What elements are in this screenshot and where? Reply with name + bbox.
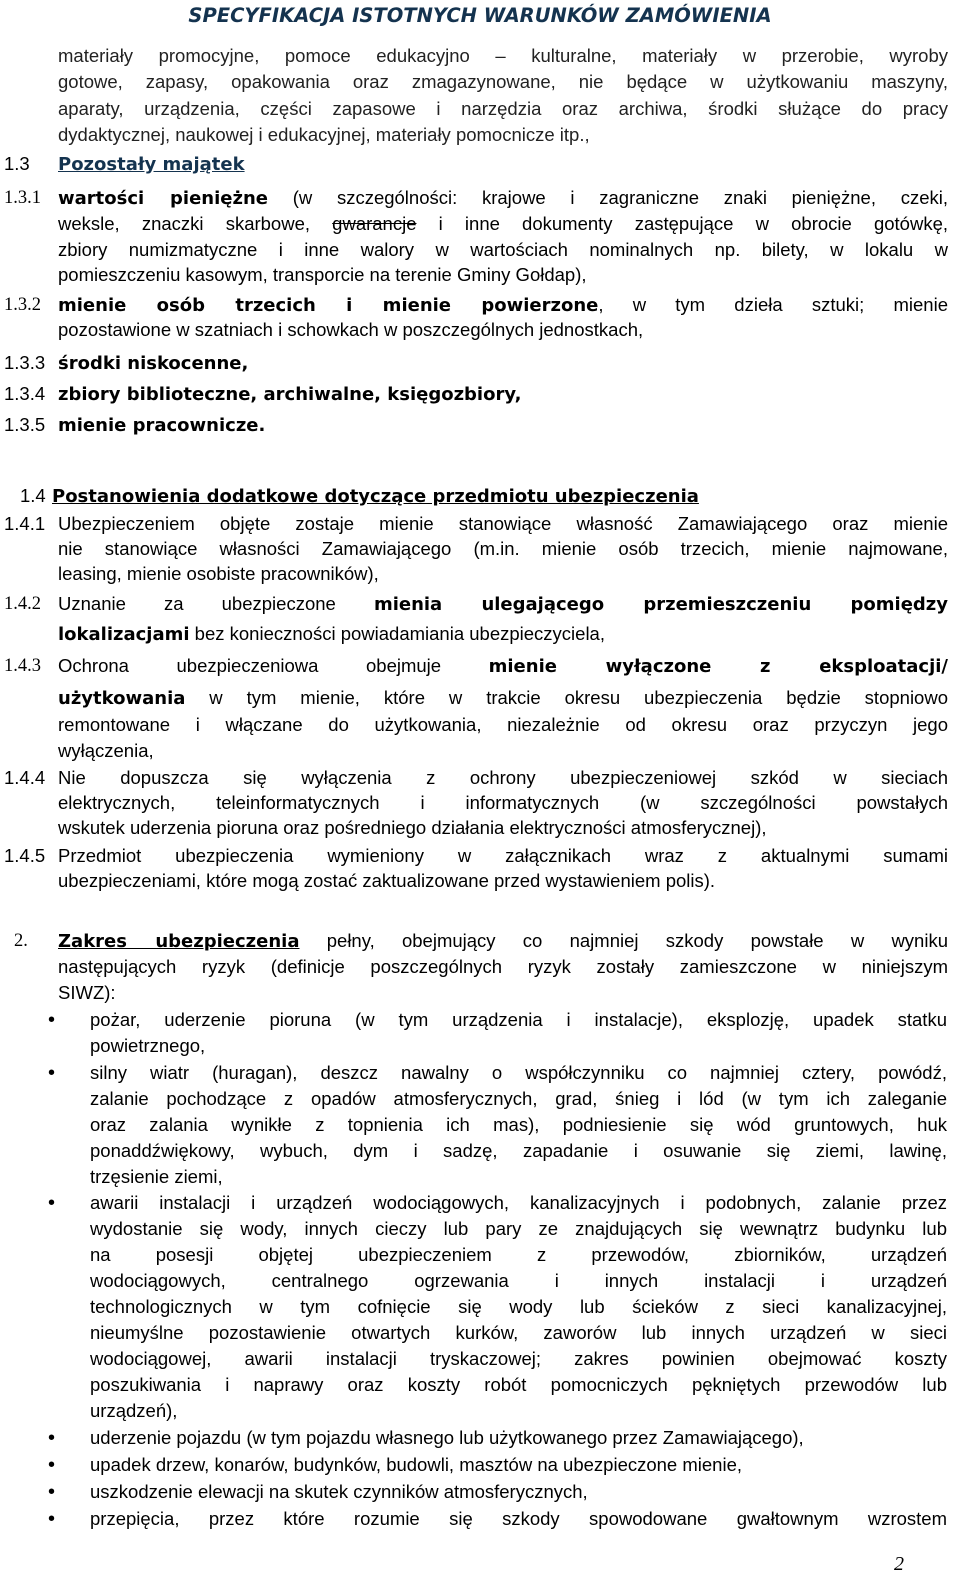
item-number: 1.3.3	[4, 352, 46, 373]
bullet-icon: •	[48, 1508, 56, 1530]
list-item-line: poszukiwania i naprawy oraz koszty robót pomocniczych pękniętych przewodów lub	[90, 1374, 947, 1395]
item-keyword: mienie pracownicze.	[58, 415, 266, 436]
item-text-line: mienie osób trzecich i mienie powierzone, w tym dzieła sztuki; mienie	[58, 294, 948, 316]
item-text-line: Ubezpieczeniem objęte zostaje mienie stanowiące własność Zamawiającego oraz mienie	[58, 513, 948, 534]
item-keyword: mienie wyłączone z eksploatacji/	[488, 656, 948, 677]
item-text-line: nie stanowiące własności Zamawiającego (m.in. mienie osób trzecich, mienie najmowane,	[58, 538, 948, 559]
section-title: Pozostały majątek	[58, 154, 245, 175]
item-keyword: środki niskocenne,	[58, 353, 249, 374]
item-keyword: użytkowania	[58, 688, 186, 709]
section-text-line: następujących ryzyk (definicje poszczególnych ryzyk zostały zamieszczone w niniejszym	[58, 956, 948, 977]
list-item-line: przepięcia, przez które rozumie się szkody spowodowane gwałtownym wzrostem	[90, 1508, 947, 1529]
item-number: 1.3.1	[4, 188, 41, 208]
item-keyword: mienia ulegającego przemieszczeniu pomiędzy	[373, 594, 948, 615]
bullet-icon: •	[48, 1427, 56, 1449]
item-number: 1.3.4	[4, 383, 46, 404]
item-text-line: Przedmiot ubezpieczenia wymieniony w załącznikach wraz z aktualnymi sumami	[58, 845, 948, 866]
item-text-line: Ochrona ubezpieczeniowa obejmuje mienie wyłączone z eksploatacji/	[58, 655, 948, 677]
item-keyword: wartości pieniężne	[58, 188, 268, 209]
item-text-line: Uznanie za ubezpieczone mienia ulegającego przemieszczeniu pomiędzy	[58, 593, 948, 615]
item-number: 1.4.1	[4, 513, 46, 534]
list-item-line: silny wiatr (huragan), deszcz nawalny o współczynniku co najmniej cztery, powódź,	[90, 1062, 947, 1083]
section-number: 2.	[14, 931, 28, 951]
list-item-line: technologicznych w tym cofnięcie się wody lub ścieków z sieci kanalizacyjnej,	[90, 1296, 947, 1317]
item-number: 1.4.4	[4, 767, 46, 788]
list-item-line: zalanie pochodzące z opadów atmosferycznych, grad, śnieg i lód (w tym ich zaleganie	[90, 1088, 947, 1109]
item-number: 1.3.2	[4, 295, 41, 315]
list-item-line: wodociągowej, awarii instalacji tryskaczowej; zakres powinien obejmować koszty	[90, 1348, 947, 1369]
struck-text: gwarancje	[332, 213, 417, 234]
list-item-line: uszkodzenie elewacji na skutek czynników atmosferycznych,	[90, 1481, 588, 1502]
item-text-line: Nie dopuszcza się wyłączenia z ochrony ubezpieczeniowej szkód w sieciach	[58, 767, 948, 788]
section-text-line: SIWZ):	[58, 982, 116, 1003]
item-text-line: wartości pieniężne (w szczególności: krajowe i zagraniczne znaki pieniężne, czeki,	[58, 187, 948, 209]
item-text-line: leasing, mienie osobiste pracowników),	[58, 563, 379, 584]
list-item-line: trzęsienie ziemi,	[90, 1166, 223, 1187]
list-item-line: upadek drzew, konarów, budynków, budowli, masztów na ubezpieczone mienie,	[90, 1454, 742, 1475]
intro-line: dydaktycznej, naukowej i edukacyjnej, materiały pomocnicze itp.,	[58, 124, 590, 145]
document-header: SPECYFIKACJA ISTOTNYCH WARUNKÓW ZAMÓWIENIA	[188, 4, 772, 27]
item-keyword: lokalizacjami	[58, 624, 190, 645]
bullet-icon: •	[48, 1062, 56, 1084]
bullet-icon: •	[48, 1454, 56, 1476]
section-title: Postanowienia dodatkowe dotyczące przedmiotu ubezpieczenia	[52, 486, 699, 507]
item-text-line: ubezpieczeniami, które mogą zostać zaktualizowane przed wystawieniem polis).	[58, 870, 716, 891]
item-keyword: mienie osób trzecich i mienie powierzone	[58, 295, 599, 316]
item-text-line: użytkowania w tym mienie, które w trakcie okresu ubezpieczenia będzie stopniowo	[58, 687, 948, 709]
section-title: Zakres ubezpieczenia	[58, 931, 300, 952]
item-text-line: pozostawione w szatniach i schowkach w poszczególnych jednostkach,	[58, 319, 644, 340]
intro-line: aparaty, urządzenia, części zapasowe i narzędzia oraz archiwa, środki służące do pracy	[58, 98, 948, 119]
page-number: 2	[894, 1553, 904, 1575]
item-text-line: wskutek uderzenia pioruna oraz pośredniego działania elektryczności atmosferycznej),	[58, 817, 767, 838]
item-text-line: elektrycznych, teleinformatycznych i informatycznych (w szczególności powstałych	[58, 792, 948, 813]
section-text-line: Zakres ubezpieczenia pełny, obejmujący co najmniej szkody powstałe w wyniku	[58, 930, 948, 952]
item-number: 1.3.5	[4, 414, 46, 435]
list-item-line: oraz zalania wynikłe z topnienia ich mas), podniesienie się wód gruntowych, huk	[90, 1114, 947, 1135]
item-number: 1.4.5	[4, 845, 46, 866]
item-text-line: remontowane i włączane do użytkowania, niezależnie od okresu oraz przyczyn jego	[58, 714, 948, 735]
item-number: 1.4.3	[4, 656, 41, 676]
bullet-icon: •	[48, 1009, 56, 1031]
item-text-line: weksle, znaczki skarbowe, gwarancje i inne dokumenty zastępujące w obrocie gotówkę,	[58, 213, 948, 234]
list-item-line: wydostanie się wody, innych cieczy lub pary ze znajdujących się wewnątrz budynku lub	[90, 1218, 947, 1239]
list-item-line: awarii instalacji i urządzeń wodociągowych, kanalizacyjnych i podobnych, zalanie przez	[90, 1192, 947, 1213]
list-item-line: uderzenie pojazdu (w tym pojazdu własnego lub użytkowanego przez Zamawiającego),	[90, 1427, 804, 1448]
bullet-icon: •	[48, 1192, 56, 1214]
item-text-line: wyłączenia,	[58, 740, 154, 761]
list-item-line: ponaddźwiękowy, wybuch, dym i sadzę, zapadanie i osuwanie się ziemi, lawinę,	[90, 1140, 947, 1161]
list-item-line: wodociągowych, centralnego ogrzewania i innych instalacji i urządzeń	[90, 1270, 947, 1291]
list-item-line: na posesji objętej ubezpieczeniem z przewodów, zbiorników, urządzeń	[90, 1244, 947, 1265]
item-text-line: lokalizacjami bez konieczności powiadamiania ubezpieczyciela,	[58, 623, 605, 645]
bullet-icon: •	[48, 1481, 56, 1503]
intro-line: materiały promocyjne, pomoce edukacyjno – kulturalne, materiały w przerobie, wyroby	[58, 45, 948, 66]
item-number: 1.4.2	[4, 594, 41, 614]
item-text-line: zbiory numizmatyczne i inne walory w wartościach nominalnych np. bilety, w lokalu w	[58, 239, 948, 260]
item-text-line: pomieszczeniu kasowym, transporcie na terenie Gminy Gołdap),	[58, 264, 587, 285]
section-number: 1.4	[20, 485, 46, 506]
section-number: 1.3	[4, 153, 30, 174]
list-item-line: urządzeń),	[90, 1400, 178, 1421]
list-item-line: nieumyślne pozostawienie otwartych kurków, zaworów lub innych urządzeń w sieci	[90, 1322, 947, 1343]
list-item-line: pożar, uderzenie pioruna (w tym urządzenia i instalacje), eksplozję, upadek statku	[90, 1009, 947, 1030]
intro-line: gotowe, zapasy, opakowania oraz zmagazynowane, nie będące w użytkowaniu maszyny,	[58, 71, 948, 92]
item-keyword: zbiory biblioteczne, archiwalne, księgozbiory,	[58, 384, 522, 405]
list-item-line: powietrznego,	[90, 1035, 206, 1056]
